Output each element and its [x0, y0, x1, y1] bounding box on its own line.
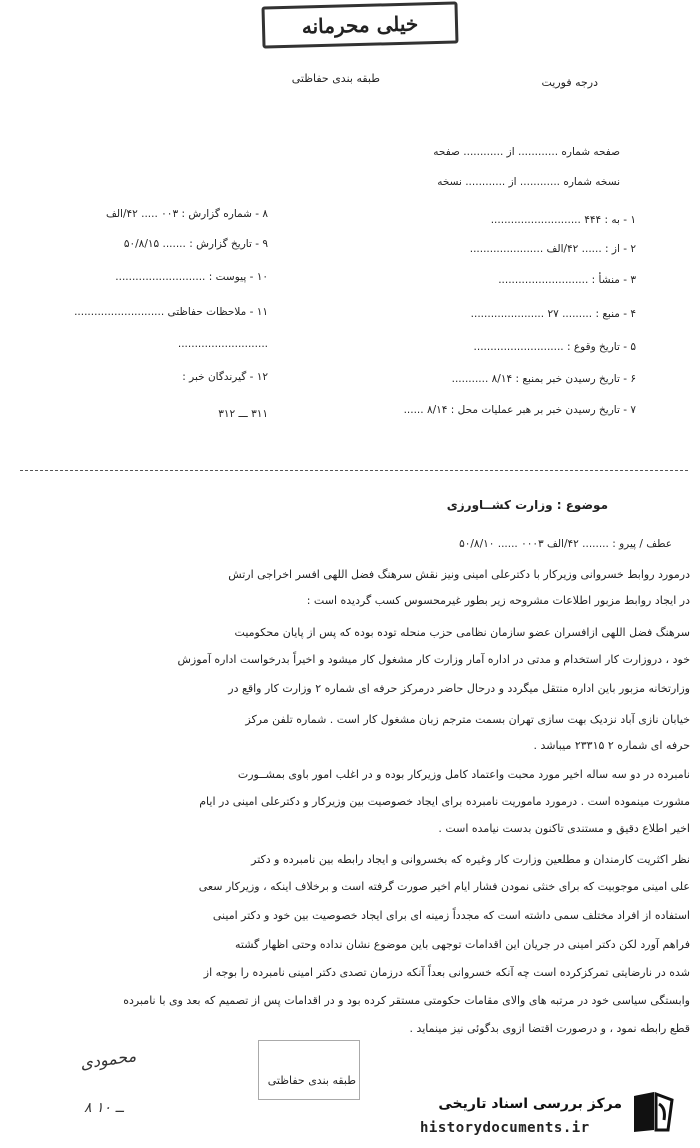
section-divider	[20, 470, 688, 471]
field-attachment-value: ...........................	[115, 271, 206, 283]
body-line: در ایجاد روابط مزبور اطلاعات مشروحه زیر بطور غیرمحسوس کسب گردیده است :	[306, 594, 690, 607]
field-ops-date-label: ۷ - تاریخ رسیدن خبر بر هبر عملیات محل :	[450, 404, 636, 416]
footer-stamp-box	[258, 1040, 360, 1100]
field-security-notes-label: ۱۱ - ملاحظات حفاظتی	[167, 306, 268, 318]
body-line: خود ، دروزارت کار استخدام و مدتی در اداره آمار وزارت کار مشغول کار میشود و اخیراً بدرخواست اداره آموزش	[177, 653, 690, 666]
field-security-notes-cont	[178, 338, 268, 350]
field-report-number-value: ۰۰۳ ..... ۴۲/الف	[105, 208, 179, 220]
body-line: خیابان نازی آباد نزدیک بهت سازی تهران بسمت مترجم زبان مشغول کار است . شماره تلفن مرکز	[245, 713, 690, 726]
field-from-value: ...... ۴۲/الف ......................	[469, 243, 602, 255]
body-line: حرفه ای شماره ۲ ۲۳۳۱۵ میباشد .	[533, 739, 690, 752]
field-attachment-label: ۱۰ - پیوست :	[208, 271, 268, 283]
field-source	[471, 308, 636, 320]
body-line: قطع رابطه نمود ، و درصورت اقتضا ازوی بدگوئی نیز مینماید .	[409, 1022, 690, 1035]
field-report-number	[106, 208, 268, 220]
body-line: نامبرده در دو سه ساله اخیر مورد محبت واعتماد کامل وزیرکار بوده و در اغلب امور باوی بمشــورت	[237, 768, 690, 781]
body-line: استفاده از افراد مختلف سمی داشته است که مجدداً زمینه ای برای ایجاد خصوصیت بین خود و دکتر امینی	[212, 909, 690, 922]
body-line: درمورد روابط خسروانی وزیرکار با دکترعلی امینی ونیز نقش سرهنگ فضل اللهی افسر اخراجی ارتش	[228, 568, 690, 581]
body-line: اخیر اطلاع دقیق و مستندی تاکنون بدست نیامده است .	[438, 822, 690, 835]
subject-line	[447, 498, 608, 512]
field-origin-label: ۳ - منشأ :	[591, 274, 636, 286]
field-event-date	[474, 341, 636, 353]
field-source-label: ۴ - منبع :	[595, 308, 636, 320]
page-number-field: صفحه شماره ............ از ............ صفحه	[433, 146, 620, 158]
copy-number-field: نسخه شماره ............ از ............ نسخه	[437, 176, 620, 188]
field-ops-date	[404, 404, 636, 416]
field-recipients	[182, 371, 268, 383]
footer-classification-label: طبقه بندی حفاظتی	[267, 1074, 356, 1087]
field-source-date-label: ۶ - تاریخ رسیدن خبر بمنبع :	[515, 373, 636, 385]
classification-label: طبقه بندی حفاظتی	[291, 72, 380, 85]
reference-label: عطف / پیرو :	[612, 538, 672, 550]
document-logo-icon	[628, 1090, 676, 1134]
reference-value: ........ ۴۲/الف ۰۰۰۳ ...... ۵۰/۸/۱۰	[459, 538, 609, 550]
priority-label: درجه فوریت	[541, 76, 598, 89]
field-to-label: ۱ - به :	[604, 214, 636, 226]
field-recipients-label: ۱۲ - گیرندگان خبر :	[182, 371, 268, 383]
field-event-date-label: ۵ - تاریخ وقوع :	[567, 341, 636, 353]
body-line: مشورت مینموده است . درمورد ماموریت نامبرده برای ایجاد خصوصیت بین وزیرکار و دکترعلی امینی در ایام	[199, 795, 690, 808]
field-security-notes-cont-value: ...........................	[177, 338, 268, 350]
field-from	[470, 243, 636, 255]
field-security-notes-value: ...........................	[74, 306, 165, 318]
field-recipients-values	[218, 408, 268, 420]
classification-stamp: خیلی محرمانه	[261, 1, 458, 48]
field-source-date-value: ۸/۱۴ ...........	[451, 373, 513, 385]
field-event-date-value: ...........................	[473, 341, 564, 353]
body-line: نظر اکثریت کارمندان و مطلعین وزارت کار وغیره که بخسروانی و ایجاد رابطه بین نامبرده و دکتر	[251, 853, 690, 866]
field-source-date	[452, 373, 636, 385]
field-report-number-label: ۸ - شماره گزارش :	[181, 208, 268, 220]
handwritten-number: ۸ ــ ۱۰	[84, 1100, 124, 1116]
watermark-name: مرکز بررسی اسناد تاریخی	[438, 1096, 622, 1112]
field-origin-value: ...........................	[498, 274, 589, 286]
field-report-date-label: ۹ - تاریخ گزارش :	[189, 238, 268, 250]
field-attachment	[115, 271, 268, 283]
handwritten-signature: محمودی	[78, 1046, 138, 1073]
field-report-date-value: ....... ۵۰/۸/۱۵	[123, 238, 186, 250]
field-source-value: ......... ۲۷ ......................	[470, 308, 593, 320]
body-line: وزارتخانه مزبور باین اداره منتقل میگردد و درحال حاضر درمرکز حرفه ای شماره ۲ وزارت کار واقع در	[228, 682, 690, 695]
field-origin	[498, 274, 636, 286]
body-line: شده در نارضایتی تمرکزکرده است چه آنکه خسروانی بعداً آنکه درزمان تصدی دکتر امینی نامبرده را بوجه از	[203, 966, 690, 979]
body-line: فراهم آورد لکن دکتر امینی در جریان این اقدامات توجهی باین موضوع نشان نداده وحتی اظهار گشته	[235, 938, 690, 951]
body-line: علی امینی موجوبیت که برای خنثی نمودن فشار ایام اخیر صورت گرفته است و برخلاف اینکه ، وزیرکار سعی	[198, 880, 690, 893]
field-to	[491, 214, 636, 226]
subject-label: موضوع :	[556, 498, 608, 512]
field-security-notes	[74, 306, 268, 318]
reference-line	[459, 538, 672, 550]
field-ops-date-value: ۸/۱۴ ......	[403, 404, 448, 416]
field-from-label: ۲ - از :	[605, 243, 636, 255]
field-to-value: ۴۴۴ ...........................	[490, 214, 602, 226]
body-line: سرهنگ فضل اللهی ازافسران عضو سازمان نظامی حزب منحله توده بوده که پس از پایان محکومیت	[234, 626, 690, 639]
body-line: وابستگی سیاسی خود در مرتبه های والای مقامات حکومتی مستقر کرده بود و در اقدامات پس از تصمیم که بعد وی با نامبرده	[123, 994, 690, 1007]
subject-value: وزارت کشــاورزی	[446, 498, 553, 512]
watermark-url: historydocuments.ir	[420, 1120, 590, 1136]
field-recipients-values-value: ۳۱۱ ـــ ۳۱۲	[218, 408, 268, 420]
field-report-date	[124, 238, 268, 250]
